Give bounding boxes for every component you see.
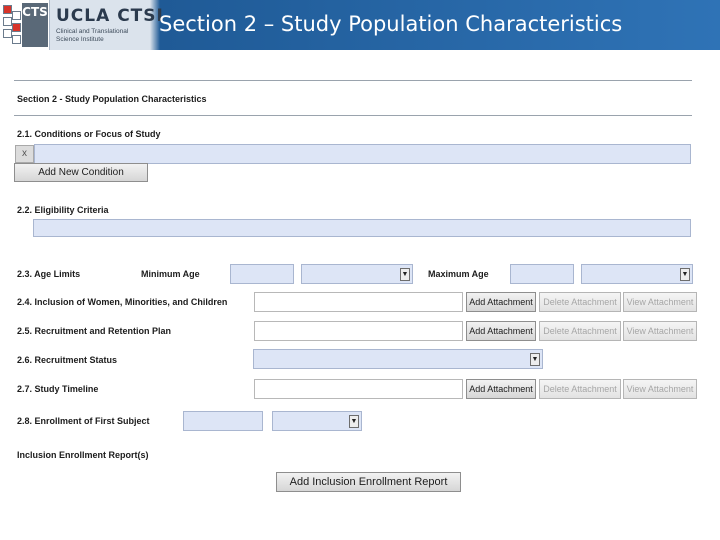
- recruitment-status-label: 2.6. Recruitment Status: [17, 355, 118, 365]
- first-subject-label: 2.8. Enrollment of First Subject: [17, 416, 150, 426]
- recruitment-plan-label: 2.5. Recruitment and Retention Plan: [17, 326, 172, 336]
- org-name: UCLA CTSI: [56, 6, 164, 26]
- add-attachment-button[interactable]: Add Attachment: [466, 379, 536, 399]
- delete-attachment-button[interactable]: Delete Attachment: [539, 321, 621, 341]
- minimum-age-label: Minimum Age: [141, 269, 200, 279]
- logo-square: [12, 11, 21, 20]
- logo-letters: CTS: [22, 3, 48, 47]
- logo-square: [3, 17, 12, 26]
- conditions-label: 2.1. Conditions or Focus of Study: [17, 129, 161, 139]
- logo-square: [12, 35, 21, 44]
- age-limits-label: 2.3. Age Limits: [17, 269, 81, 279]
- maximum-age-label: Maximum Age: [428, 269, 489, 279]
- recruitment-plan-file-field[interactable]: [254, 321, 463, 341]
- header-banner: [0, 0, 720, 50]
- chevron-down-icon: ▼: [400, 268, 410, 281]
- add-new-condition-button[interactable]: Add New Condition: [14, 163, 148, 182]
- view-attachment-button[interactable]: View Attachment: [623, 321, 697, 341]
- add-inclusion-report-button[interactable]: Add Inclusion Enrollment Report: [276, 472, 461, 492]
- inclusion-label: 2.4. Inclusion of Women, Minorities, and Children: [17, 297, 228, 307]
- divider: [14, 115, 692, 116]
- divider: [14, 80, 692, 81]
- section-heading: Section 2 - Study Population Characteristics: [17, 94, 207, 104]
- first-subject-select[interactable]: [272, 411, 362, 431]
- logo-square: [3, 5, 12, 14]
- delete-attachment-button[interactable]: Delete Attachment: [539, 379, 621, 399]
- add-attachment-button[interactable]: Add Attachment: [466, 292, 536, 312]
- maximum-age-input[interactable]: [510, 264, 574, 284]
- chevron-down-icon: ▼: [680, 268, 690, 281]
- add-attachment-button[interactable]: Add Attachment: [466, 321, 536, 341]
- view-attachment-button[interactable]: View Attachment: [623, 379, 697, 399]
- first-subject-date-input[interactable]: [183, 411, 263, 431]
- page-title: Section 2 – Study Population Characteristics: [159, 12, 623, 36]
- inclusion-report-label: Inclusion Enrollment Report(s): [17, 450, 149, 460]
- condition-input[interactable]: [34, 144, 691, 164]
- chevron-down-icon: ▼: [349, 415, 359, 428]
- recruitment-status-select[interactable]: [253, 349, 543, 369]
- logo-square: [12, 23, 21, 32]
- study-timeline-file-field[interactable]: [254, 379, 463, 399]
- logo-square: [3, 29, 12, 38]
- eligibility-label: 2.2. Eligibility Criteria: [17, 205, 109, 215]
- chevron-down-icon: ▼: [530, 353, 540, 366]
- inclusion-file-field[interactable]: [254, 292, 463, 312]
- org-subtitle: Clinical and Translational Science Institute: [56, 28, 129, 43]
- view-attachment-button[interactable]: View Attachment: [623, 292, 697, 312]
- ctsi-logo: [0, 0, 50, 50]
- remove-condition-button[interactable]: x: [15, 145, 34, 163]
- minimum-age-input[interactable]: [230, 264, 294, 284]
- study-timeline-label: 2.7. Study Timeline: [17, 384, 99, 394]
- minimum-age-unit-select[interactable]: [301, 264, 413, 284]
- maximum-age-unit-select[interactable]: [581, 264, 693, 284]
- delete-attachment-button[interactable]: Delete Attachment: [539, 292, 621, 312]
- eligibility-input[interactable]: [33, 219, 691, 237]
